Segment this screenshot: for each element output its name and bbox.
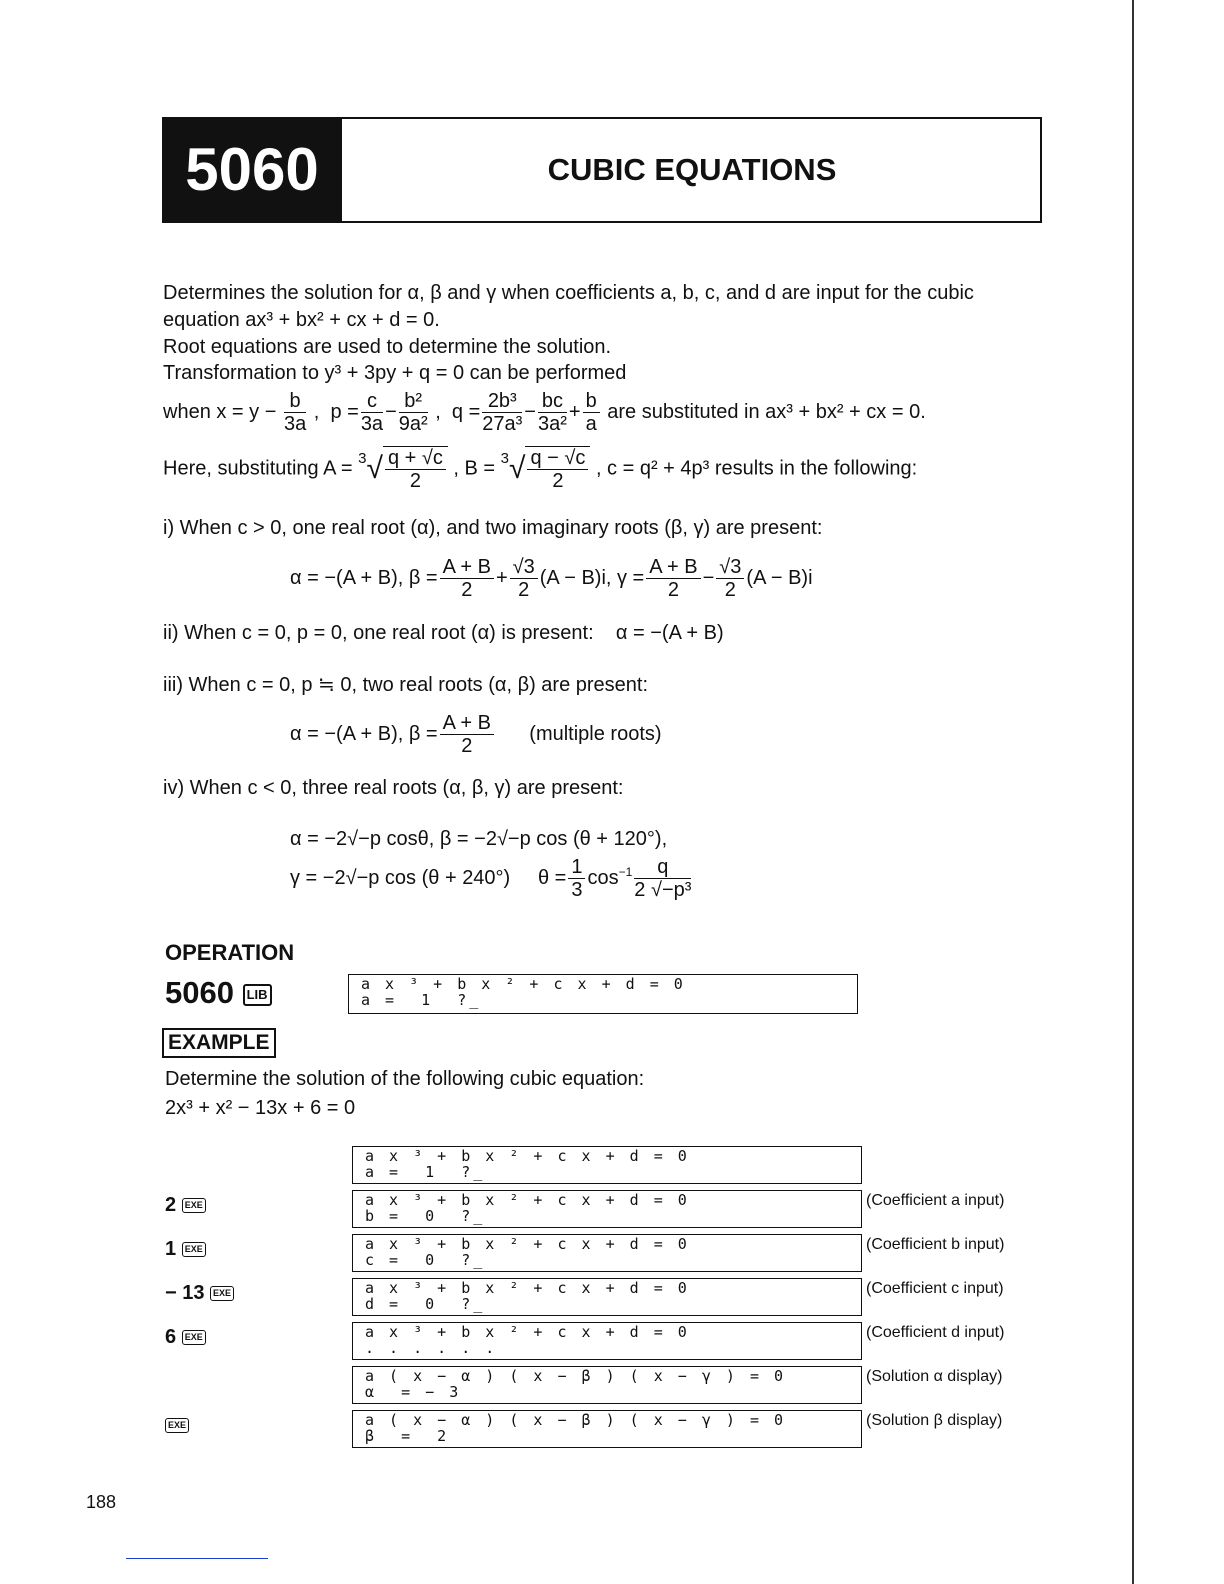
- case-ii: [163, 620, 724, 646]
- exe-key-icon: EXE: [210, 1286, 234, 1301]
- intro-line-3: Root equations are used to determine the solution.: [163, 336, 612, 358]
- step-key-value: 6: [165, 1326, 177, 1348]
- step-display: [352, 1190, 862, 1228]
- example-text: Determine the solution of the following cubic equation:: [165, 1068, 645, 1090]
- formula-AB: Here, substituting A = $^3$√ $\frac{q + √c}{2}$ , B = $^3$√ $\frac{q - √c}{2}$ , c = q² + 4p³ results in the following:: [163, 447, 918, 492]
- page-title: CUBIC EQUATIONS: [547, 152, 837, 187]
- formula-substitution: when x = y − $\frac{b}{3a}$ , p = $\frac{c}{3a}$ − $\frac{\text{b²}}{\text{9a²}}$ , q = $\frac{\text{2b³}}{\text{27a³}}$ − $\frac{bc}{\text{3a²}}$ + $\frac{b}{a}$ are substituted in ax³ + bx² + cx = 0.: [163, 390, 926, 435]
- step-note: (Solution α display): [866, 1368, 1003, 1385]
- lcd-line: a ( x − α ) ( x − β ) ( x − γ ) = 0: [365, 1411, 787, 1429]
- lcd-line: a x ³ + b x ² + c x + d = 0: [365, 1235, 690, 1253]
- case-ii-text: ii) When c = 0, p = 0, one real root (α) is present:: [163, 622, 594, 644]
- case-iii-formula: α = −(A + B), β = $\frac{A + B}{2}$ (multiple roots): [290, 712, 662, 757]
- step-note: (Coefficient a input): [866, 1192, 1005, 1209]
- step-key-entry: [165, 1194, 206, 1217]
- case-iii-note: (multiple roots): [529, 722, 662, 745]
- lcd-line: a x ³ + b x ² + c x + d = 0: [365, 1147, 690, 1165]
- step-key-value: 1: [165, 1238, 177, 1260]
- program-number: 5060: [162, 117, 342, 223]
- exe-key-icon: EXE: [165, 1418, 189, 1433]
- program-id: 5060: [165, 975, 234, 1010]
- step-display: [352, 1410, 862, 1448]
- step-note: (Coefficient d input): [866, 1324, 1005, 1341]
- step-display: [352, 1146, 862, 1184]
- lcd-line: a x ³ + b x ² + c x + d = 0: [365, 1279, 690, 1297]
- step-display: [352, 1278, 862, 1316]
- lcd-line: a ( x − α ) ( x − β ) ( x − γ ) = 0: [365, 1367, 787, 1385]
- step-key-value: 2: [165, 1194, 177, 1216]
- lcd-line: a = 1 ?_: [365, 1163, 486, 1181]
- page-number: 188: [86, 1492, 117, 1512]
- exe-key-icon: EXE: [182, 1330, 206, 1345]
- step-key-value: − 13: [165, 1282, 205, 1304]
- step-note: (Coefficient c input): [866, 1280, 1004, 1297]
- when-prefix: when x = y −: [163, 400, 277, 423]
- here-prefix: Here, substituting A =: [163, 457, 353, 480]
- operation-display: [348, 974, 858, 1014]
- case-iii: iii) When c = 0, p ≒ 0, two real roots (α, β) are present:: [163, 674, 649, 696]
- case-iv: iv) When c < 0, three real roots (α, β, γ) are present:: [163, 777, 624, 799]
- lcd-line: d = 0 ?_: [365, 1295, 486, 1313]
- lcd-line: c = 0 ?_: [365, 1251, 486, 1269]
- page-edge-rule: [1132, 0, 1134, 1584]
- exe-key-icon: EXE: [182, 1242, 206, 1257]
- example-label: EXAMPLE: [162, 1028, 276, 1058]
- step-note: (Solution β display): [866, 1412, 1003, 1429]
- lib-key-icon: LIB: [243, 984, 272, 1006]
- step-key-entry: [165, 1414, 189, 1437]
- intro-line-4: Transformation to y³ + 3py + q = 0 can be performed: [163, 362, 627, 384]
- intro-line-2: equation ax³ + bx² + cx + d = 0.: [163, 309, 440, 331]
- lcd-line-2: a = 1 ?_: [361, 991, 482, 1009]
- case-iv-formula-2: γ = −2√−p cos (θ + 240°) θ = $\frac{1}{3}$ $\cos^{-1}$ $\frac{q}{\text{2 √−p³}}$: [290, 856, 692, 901]
- intro-line-1: Determines the solution for α, β and γ when coefficients a, b, c, and d are input for the cubic: [163, 282, 974, 304]
- case-iv-formula-1: α = −2√−p cosθ, β = −2√−p cos (θ + 120°),: [290, 828, 668, 850]
- case-ii-result: α = −(A + B): [615, 622, 724, 644]
- here-suffix: , c = q² + 4p³ results in the following:: [595, 457, 918, 480]
- when-suffix: are substituted in ax³ + bx² + cx = 0.: [607, 400, 926, 423]
- step-display: [352, 1234, 862, 1272]
- operation-heading: OPERATION: [165, 940, 295, 965]
- exe-key-icon: EXE: [182, 1198, 206, 1213]
- footer-line: [126, 1558, 268, 1559]
- step-key-entry: [165, 1326, 206, 1349]
- lcd-line: b = 0 ?_: [365, 1207, 486, 1225]
- case-i-formula: α = −(A + B), β = $\frac{A + B}{2}$ + $\frac{√3}{2}$ (A − B)i, γ = $\frac{A + B}{2}$ − $\frac{√3}{2}$ (A − B)i: [290, 556, 813, 601]
- step-key-entry: [165, 1238, 206, 1261]
- case-i: i) When c > 0, one real root (α), and two imaginary roots (β, γ) are present:: [163, 517, 823, 539]
- lcd-line: α = − 3: [365, 1383, 462, 1401]
- lcd-line: a x ³ + b x ² + c x + d = 0: [365, 1323, 690, 1341]
- lcd-line-1: a x ³ + b x ² + c x + d = 0: [361, 975, 686, 993]
- step-display: [352, 1322, 862, 1360]
- lcd-line: . . . . . .: [365, 1339, 498, 1357]
- example-equation: 2x³ + x² − 13x + 6 = 0: [165, 1097, 356, 1119]
- step-note: (Coefficient b input): [866, 1236, 1005, 1253]
- step-display: [352, 1366, 862, 1404]
- lcd-line: β = 2: [365, 1427, 450, 1445]
- step-key-entry: [165, 1282, 234, 1305]
- operation-program: [165, 975, 272, 1011]
- lcd-line: a x ³ + b x ² + c x + d = 0: [365, 1191, 690, 1209]
